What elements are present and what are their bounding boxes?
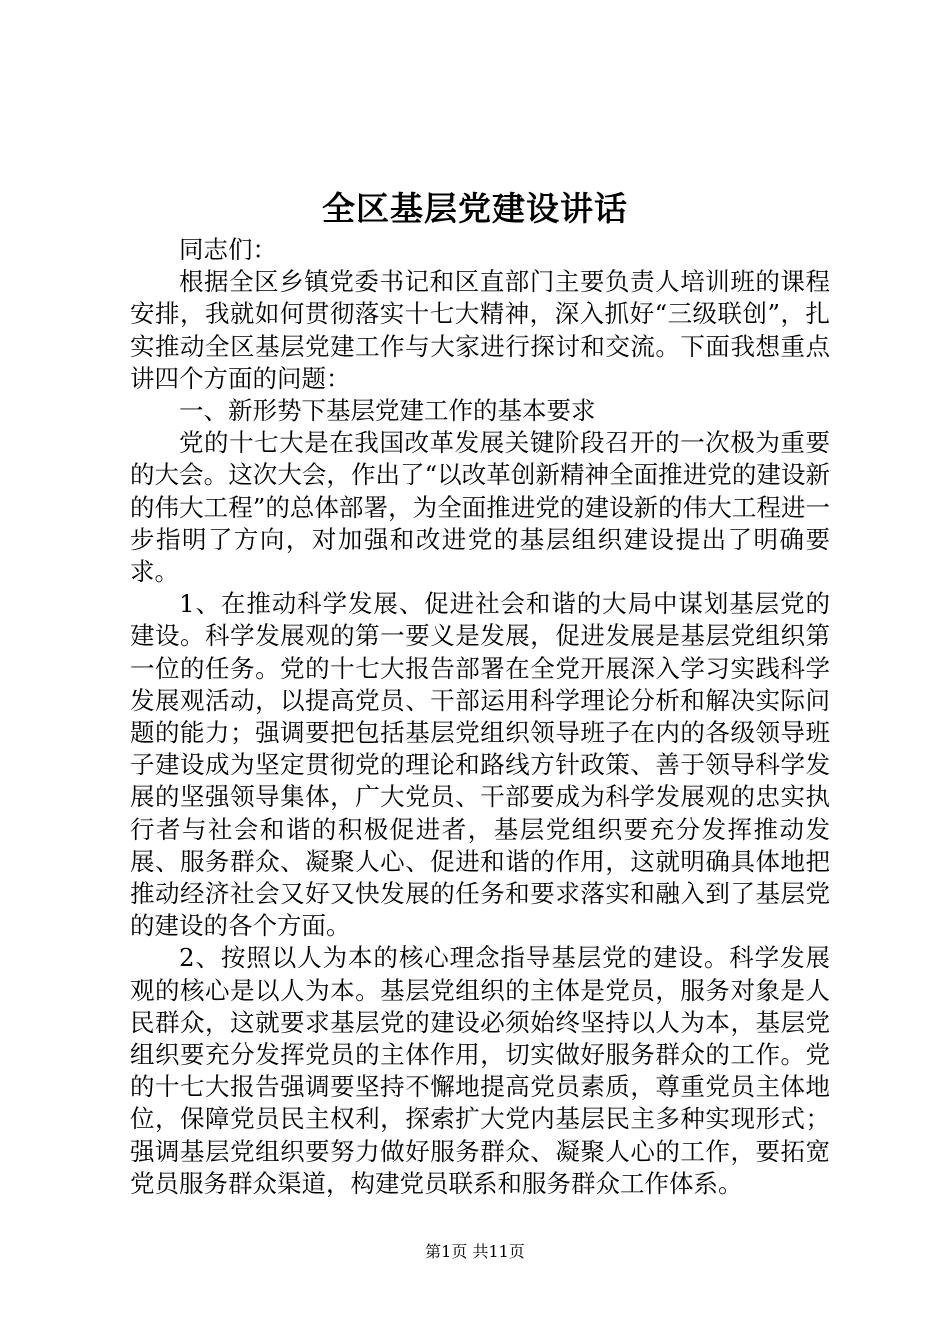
document-body (130, 234, 830, 1200)
salutation: 同志们： (179, 235, 277, 264)
section-heading-1: 一、新形势下基层党建工作的基本要求 (179, 396, 596, 426)
paragraph-point-2: 2、按照以人为本的核心理念指导基层党的建设。科学发展观的核心是以人为本。基层党组织的主体是党员，服务对象是人民群众，这就要求基层党的建设必须始终坚持以人为本，基层党组织要充分发挥党员的主体作用，切实做好服务群众的工作。党的十七大报告强调要坚持不懈地提高党员素质，尊重党员主体地位，保障党员民主权利，探索扩大党内基层民主多种实现形式；强调基层党组织要努力做好服务群众、凝聚人心的工作，要拓宽党员服务群众渠道，构建党员联系和服务群众工作体系。 (130, 943, 830, 1198)
paragraph-point-1: 1、在推动科学发展、促进社会和谐的大局中谋划基层党的建设。科学发展观的第一要义是发展，促进发展是基层党组织第一位的任务。党的十七大报告部署在全党开展深入学习实践科学发展观活动，以提高党员、干部运用科学理论分析和解决实际问题的能力；强调要把包括基层党组织领导班子在内的各级领导班子建设成为坚定贯彻党的理论和路线方针政策、善于领导科学发展的坚强领导集体，广大党员、干部要成为科学发展观的忠实执行者与社会和谐的积极促进者，基层党组织要充分发挥推动发展、服务群众、凝聚人心、促进和谐的作用，这就明确具体地把推动经济社会又好又快发展的任务和要求落实和融入到了基层党的建设的各个方面。 (130, 589, 830, 941)
document-title: 全区基层党建设讲话 (322, 189, 628, 228)
paragraph-intro: 根据全区乡镇党委书记和区直部门主要负责人培训班的课程安排，我就如何贯彻落实十七大精神，深入抓好“三级联创”，扎实推动全区基层党建工作与大家进行探讨和交流。下面我想重点讲四个方面的问题： (130, 267, 830, 393)
page-footer: 第1页 共11页 (425, 1242, 525, 1261)
paragraph-congress: 党的十七大是在我国改革发展关键阶段召开的一次极为重要的大会。这次大会，作出了“以改革创新精神全面推进党的建设新的伟大工程”的总体部署，为全面推进党的建设新的伟大工程进一步指明了方向，对加强和改进党的基层组织建设提出了明确要求。 (130, 428, 830, 587)
